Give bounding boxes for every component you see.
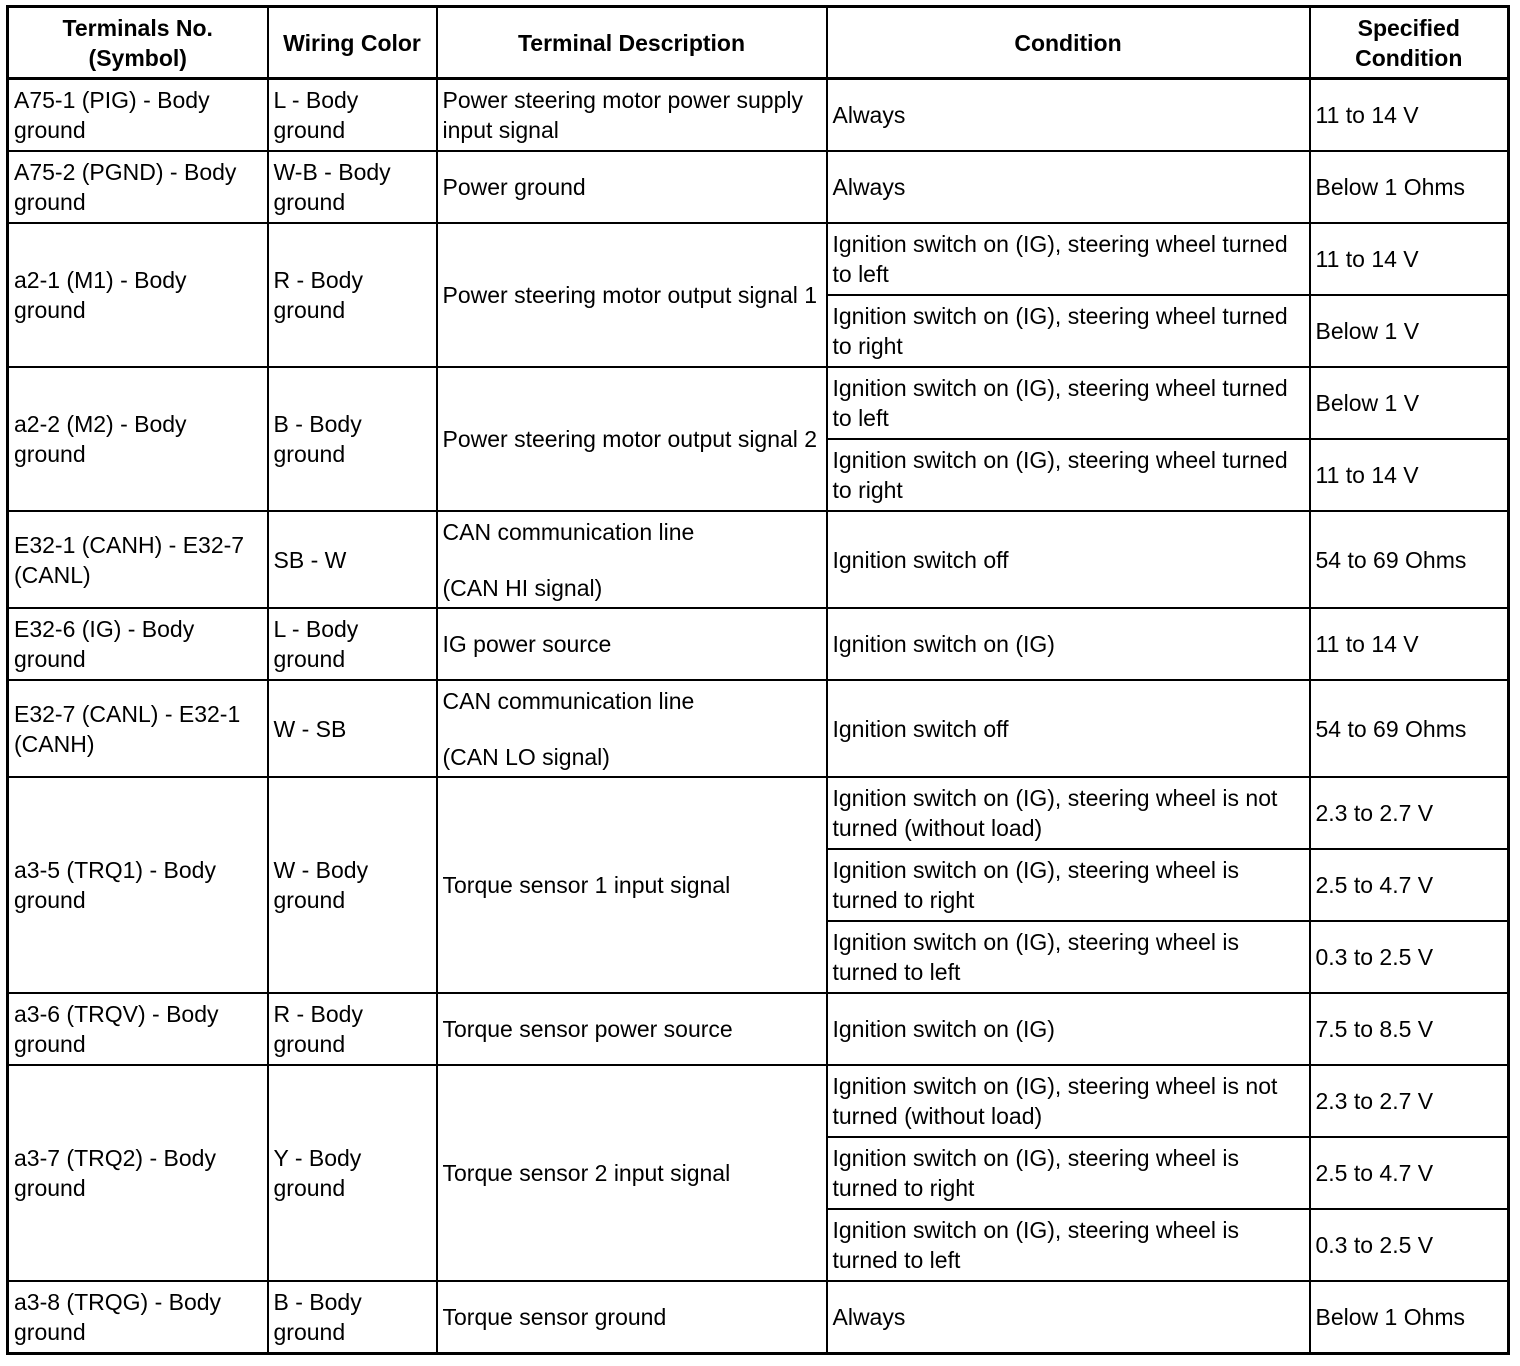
- specified-cell: 0.3 to 2.5 V: [1310, 921, 1509, 993]
- specified-cell: Below 1 Ohms: [1310, 151, 1509, 223]
- description-cell: Torque sensor 2 input signal: [437, 1065, 827, 1281]
- table-row: [8, 511, 1509, 608]
- description-cell: [437, 680, 827, 777]
- specified-cell: 2.3 to 2.7 V: [1310, 777, 1509, 849]
- condition-cell: Ignition switch on (IG), steering wheel is not turned (without load): [827, 777, 1310, 849]
- wiring-color-cell: B - Body ground: [268, 1281, 437, 1354]
- description-cell: Power steering motor output signal 1: [437, 223, 827, 367]
- specified-cell: 54 to 69 Ohms: [1310, 680, 1509, 777]
- condition-cell: Ignition switch off: [827, 680, 1310, 777]
- description-cell: Power steering motor power supply input signal: [437, 79, 827, 152]
- condition-cell: Ignition switch on (IG): [827, 608, 1310, 680]
- wiring-color-cell: L - Body ground: [268, 608, 437, 680]
- terminal-cell: E32-1 (CANH) - E32-7 (CANL): [8, 511, 268, 608]
- wiring-color-cell: W-B - Body ground: [268, 151, 437, 223]
- condition-cell: Ignition switch on (IG), steering wheel is not turned (without load): [827, 1065, 1310, 1137]
- condition-cell: Ignition switch off: [827, 511, 1310, 608]
- header-specified-condition: Specified Condition: [1310, 7, 1509, 79]
- condition-cell: Ignition switch on (IG), steering wheel is turned to right: [827, 849, 1310, 921]
- table-row: [8, 367, 1509, 439]
- description-note: (CAN LO signal): [442, 743, 610, 770]
- condition-cell: Ignition switch on (IG), steering wheel turned to right: [827, 295, 1310, 367]
- wiring-color-cell: W - Body ground: [268, 777, 437, 993]
- terminal-cell: a2-2 (M2) - Body ground: [8, 367, 268, 511]
- terminal-cell: a2-1 (M1) - Body ground: [8, 223, 268, 367]
- condition-cell: Ignition switch on (IG), steering wheel turned to left: [827, 223, 1310, 295]
- condition-cell: Always: [827, 1281, 1310, 1354]
- description-text: CAN communication line: [442, 518, 695, 545]
- table-row: [8, 993, 1509, 1065]
- specified-cell: Below 1 V: [1310, 367, 1509, 439]
- condition-cell: Ignition switch on (IG): [827, 993, 1310, 1065]
- specified-cell: 11 to 14 V: [1310, 223, 1509, 295]
- table-row: [8, 223, 1509, 295]
- terminal-cell: a3-8 (TRQG) - Body ground: [8, 1281, 268, 1354]
- specified-cell: 2.5 to 4.7 V: [1310, 849, 1509, 921]
- specified-cell: 7.5 to 8.5 V: [1310, 993, 1509, 1065]
- table-row: [8, 1281, 1509, 1354]
- terminal-cell: a3-6 (TRQV) - Body ground: [8, 993, 268, 1065]
- description-cell: Power steering motor output signal 2: [437, 367, 827, 511]
- specified-cell: 11 to 14 V: [1310, 608, 1509, 680]
- specified-cell: Below 1 Ohms: [1310, 1281, 1509, 1354]
- header-condition: Condition: [827, 7, 1310, 79]
- condition-cell: Ignition switch on (IG), steering wheel turned to left: [827, 367, 1310, 439]
- wiring-color-cell: SB - W: [268, 511, 437, 608]
- terminal-spec-table-container: [6, 5, 1510, 1355]
- specified-cell: 11 to 14 V: [1310, 79, 1509, 152]
- table-row: [8, 151, 1509, 223]
- specified-cell: Below 1 V: [1310, 295, 1509, 367]
- terminal-spec-table: [6, 5, 1510, 1355]
- header-terminal: Terminals No. (Symbol): [8, 7, 268, 79]
- wiring-color-cell: W - SB: [268, 680, 437, 777]
- description-cell: [437, 511, 827, 608]
- description-cell: Torque sensor ground: [437, 1281, 827, 1354]
- table-row: [8, 1065, 1509, 1137]
- wiring-color-cell: R - Body ground: [268, 993, 437, 1065]
- specified-cell: 2.3 to 2.7 V: [1310, 1065, 1509, 1137]
- condition-cell: Ignition switch on (IG), steering wheel is turned to right: [827, 1137, 1310, 1209]
- table-header-row: [8, 7, 1509, 79]
- condition-cell: Ignition switch on (IG), steering wheel turned to right: [827, 439, 1310, 511]
- specified-cell: 54 to 69 Ohms: [1310, 511, 1509, 608]
- condition-cell: Ignition switch on (IG), steering wheel is turned to left: [827, 921, 1310, 993]
- table-row: [8, 608, 1509, 680]
- terminal-cell: E32-6 (IG) - Body ground: [8, 608, 268, 680]
- terminal-cell: A75-1 (PIG) - Body ground: [8, 79, 268, 152]
- description-note: (CAN HI signal): [442, 574, 603, 601]
- terminal-cell: A75-2 (PGND) - Body ground: [8, 151, 268, 223]
- description-cell: Torque sensor 1 input signal: [437, 777, 827, 993]
- condition-cell: Always: [827, 79, 1310, 152]
- wiring-color-cell: B - Body ground: [268, 367, 437, 511]
- wiring-color-cell: R - Body ground: [268, 223, 437, 367]
- table-row: [8, 680, 1509, 777]
- description-cell: IG power source: [437, 608, 827, 680]
- specified-cell: 0.3 to 2.5 V: [1310, 1209, 1509, 1281]
- condition-cell: Always: [827, 151, 1310, 223]
- terminal-cell: a3-7 (TRQ2) - Body ground: [8, 1065, 268, 1281]
- table-row: [8, 79, 1509, 152]
- header-wiring-color: Wiring Color: [268, 7, 437, 79]
- description-cell: Torque sensor power source: [437, 993, 827, 1065]
- terminal-cell: a3-5 (TRQ1) - Body ground: [8, 777, 268, 993]
- description-text: CAN communication line: [442, 687, 695, 714]
- terminal-cell: E32-7 (CANL) - E32-1 (CANH): [8, 680, 268, 777]
- condition-cell: Ignition switch on (IG), steering wheel is turned to left: [827, 1209, 1310, 1281]
- wiring-color-cell: Y - Body ground: [268, 1065, 437, 1281]
- table-row: [8, 777, 1509, 849]
- description-cell: Power ground: [437, 151, 827, 223]
- specified-cell: 2.5 to 4.7 V: [1310, 1137, 1509, 1209]
- specified-cell: 11 to 14 V: [1310, 439, 1509, 511]
- wiring-color-cell: L - Body ground: [268, 79, 437, 152]
- header-terminal-description: Terminal Description: [437, 7, 827, 79]
